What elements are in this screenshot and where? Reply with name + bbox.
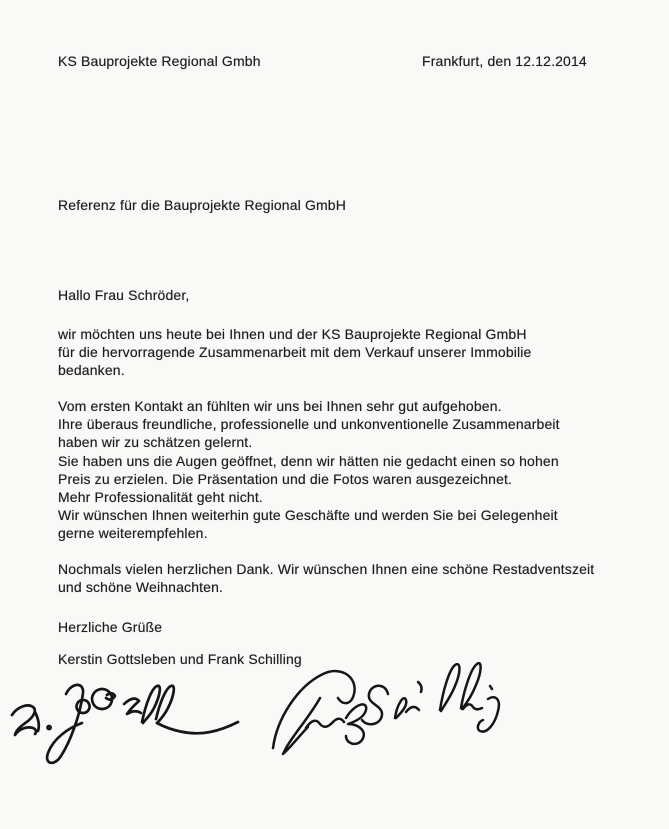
signature-stroke [440, 664, 460, 711]
body-line: Sie haben uns die Augen geöffnet, denn wir hätten nie gedacht einen so hohen [58, 452, 559, 469]
body-line: Wir wünschen Ihnen weiterhin gute Geschäfte und werden Sie bei Gelegenheit [58, 507, 558, 524]
signature-stroke [47, 726, 50, 729]
sender-name: KS Bauprojekte Regional Gmbh [58, 53, 261, 69]
body-line: Vom ersten Kontakt an fühlten wir uns bei Ihnen sehr gut aufgehoben. [58, 398, 502, 414]
signature-stroke [12, 705, 36, 735]
signers-names-line: Kerstin Gottsleben und Frank Schilling [58, 651, 302, 667]
body-line: Mehr Professionalität geht nicht. [58, 489, 263, 506]
signature-stroke [306, 719, 344, 728]
signature-stroke [463, 704, 482, 709]
salutation-line: Hallo Frau Schröder, [58, 287, 190, 303]
signature-stroke [461, 663, 481, 709]
body-line: haben wir zu schätzen gelernt. [58, 434, 253, 451]
signature-stroke [395, 698, 406, 718]
body-line: und schöne Weihnachten. [58, 579, 224, 596]
signature-stroke [490, 686, 492, 689]
paragraph-experience [58, 397, 560, 543]
signature-frank-schilling [250, 654, 510, 769]
signature-stroke [157, 722, 238, 733]
signature-kerstin-gottsleben [2, 668, 242, 778]
body-line: Nochmals vielen herzlichen Dank. Wir wünschen Ihnen eine schöne Restadventszeit [58, 561, 595, 577]
signature-stroke [124, 699, 141, 714]
signature-stroke [77, 700, 90, 713]
signature-stroke [478, 697, 499, 731]
signature-stroke [47, 685, 83, 763]
subject-line: Referenz für die Bauprojekte Regional GmbH [58, 197, 347, 213]
body-line: Preis zu erzielen. Die Präsentation und die Fotos waren ausgezeichnet. [58, 470, 513, 487]
signature-stroke [406, 707, 419, 712]
body-line: für die hervorragende Zusammenarbeit mit dem Verkauf unserer Immobilie [58, 344, 532, 361]
body-line: bedanken. [58, 362, 125, 379]
paragraph-farewell [58, 560, 594, 596]
place-date-line: Frankfurt, den 12.12.2014 [422, 53, 587, 69]
body-line: Ihre überaus freundliche, professionelle und unkonventionelle Zusammenarbeit [58, 416, 560, 433]
signature-stroke [418, 682, 422, 692]
paragraph-thanks [58, 325, 531, 380]
signature-stroke [346, 704, 366, 743]
body-line: gerne weiterempfehlen. [58, 525, 208, 542]
body-line: wir möchten uns heute bei Ihnen und der KS Bauprojekte Regional GmbH [58, 326, 527, 342]
closing-line: Herzliche Grüße [58, 619, 163, 635]
